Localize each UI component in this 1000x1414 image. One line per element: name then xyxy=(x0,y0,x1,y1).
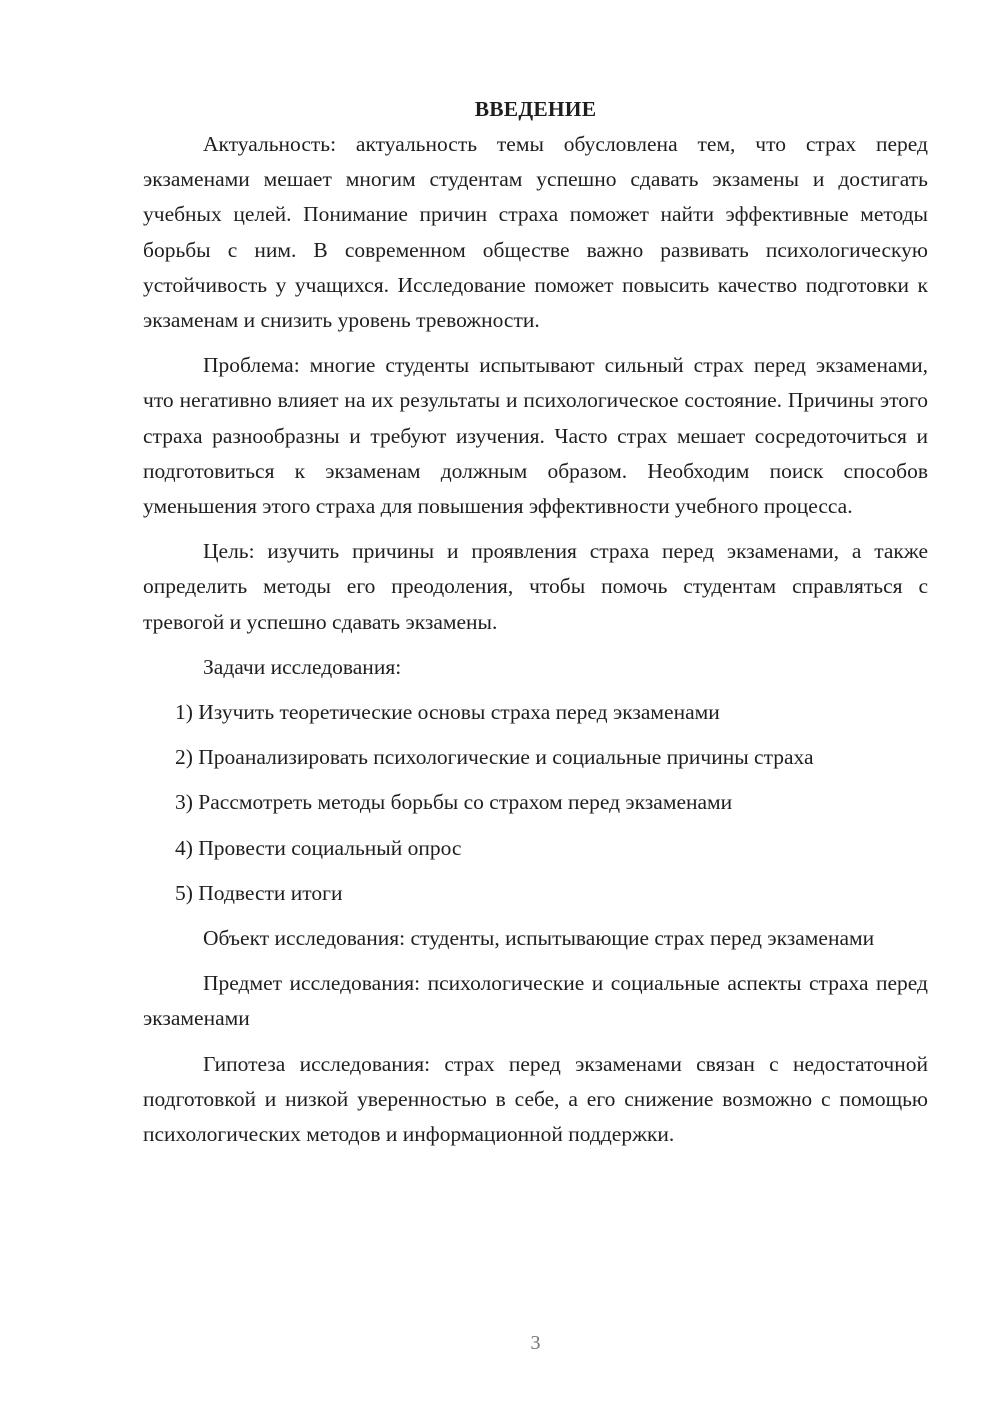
list-item: 5) Подвести итоги xyxy=(175,880,343,905)
object-paragraph: Объект исследования: студенты, испытывающие страх перед экзаменами xyxy=(203,926,875,951)
tasks-list xyxy=(143,695,928,911)
page-title: ВВЕДЕНИЕ xyxy=(474,97,597,121)
document-page xyxy=(143,92,928,1162)
subject-paragraph: Предмет исследования: психологические и социальные аспекты страха перед экзаменами xyxy=(143,971,928,1031)
tasks-heading: Задачи исследования: xyxy=(203,654,402,679)
hypothesis-paragraph: Гипотеза исследования: страх перед экзаменами связан с недостаточной подготовкой и низкой уверенностью в себе, а его снижение возможно с помощью психологических методов и информационной поддержки. xyxy=(143,1051,928,1147)
list-item: 3) Рассмотреть методы борьбы со страхом перед экзаменами xyxy=(175,790,733,815)
relevance-paragraph: Актуальность: актуальность темы обусловлена тем, что страх перед экзаменами мешает многим студентам успешно сдавать экзамены и достигать учебных целей. Понимание причин страха поможет найти эффективные методы борьбы с ним. В современном обществе важно развивать психологическую устойчивость у учащихся. Исследование поможет повысить качество подготовки к экзаменам и снизить уровень тревожности. xyxy=(143,132,928,333)
list-item: 1) Изучить теоретические основы страха перед экзаменами xyxy=(175,700,720,725)
list-item: 2) Проанализировать психологические и социальные причины страха xyxy=(175,745,814,770)
goal-paragraph: Цель: изучить причины и проявления страха перед экзаменами, а также определить методы его преодоления, чтобы помочь студентам справляться с тревогой и успешно сдавать экзамены. xyxy=(143,539,928,634)
list-item: 4) Провести социальный опрос xyxy=(175,835,462,860)
page-number: 3 xyxy=(530,1332,541,1354)
problem-paragraph: Проблема: многие студенты испытывают сильный страх перед экзаменами, что негативно влияет на их результаты и психологическое состояние. Причины этого страха разнообразны и требуют изучения. Часто страх мешает сосредоточиться и подготовиться к экзаменам должным образом. Необходим поиск способов уменьшения этого страха для повышения эффективности учебного процесса. xyxy=(143,353,928,519)
